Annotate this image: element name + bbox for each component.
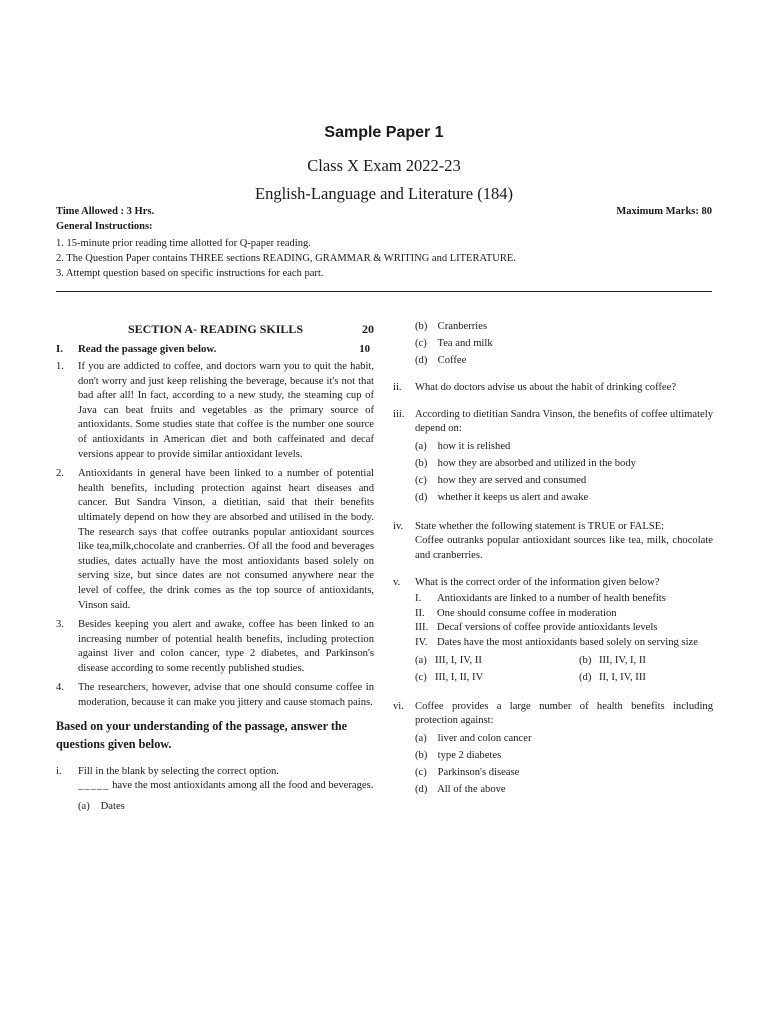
order-item-numeral: IV. <box>415 636 428 648</box>
option-label: (c) <box>415 338 427 349</box>
order-item <box>393 636 713 651</box>
question-iv <box>393 520 713 564</box>
max-marks: Maximum Marks: 80 <box>616 206 712 217</box>
order-item-text: One should consume coffee in moderation <box>437 607 617 619</box>
option-text: how they are served and consumed <box>437 474 587 486</box>
option-label: (c) <box>415 671 427 683</box>
option-row <box>393 654 713 671</box>
order-item-text: Antioxidants are linked to a number of health benefits <box>437 593 666 605</box>
paragraph-number: 2. <box>56 468 64 480</box>
option-text: II, I, IV, III <box>599 671 646 683</box>
order-item <box>393 592 713 607</box>
question-i <box>56 765 374 794</box>
question-iv-statement: Coffee outranks popular antioxidant sources like tea, milk, chocolate and cranberries. <box>415 535 713 561</box>
passage-paragraph <box>56 360 374 462</box>
paragraph-number: 4. <box>56 682 64 694</box>
meta-row <box>56 206 712 217</box>
instruction-1: 1. 15-minute prior reading time allotted for Q-paper reading. <box>56 238 311 249</box>
question-vi-text: Coffee provides a large number of health benefits including protection against: <box>415 700 713 727</box>
option-text: III, I, IV, II <box>435 654 482 666</box>
option-a <box>415 654 482 669</box>
option-text: III, I, II, IV <box>435 671 484 683</box>
question-ii-text: What do doctors advise us about the habit of drinking coffee? <box>415 382 677 393</box>
option-label: (d) <box>415 355 428 366</box>
option-d <box>579 671 646 686</box>
class-exam-title: Class X Exam 2022-23 <box>307 156 461 175</box>
option-label: (b) <box>415 321 428 332</box>
question-i-text: Fill in the blank by selecting the correct option. <box>78 765 279 777</box>
option-label: (a) <box>415 732 427 744</box>
option-b <box>579 654 646 669</box>
option-c <box>393 474 713 491</box>
option-text: whether it keeps us alert and awake <box>437 491 589 503</box>
passage-paragraph <box>56 618 374 676</box>
question-iii-text: According to dietitian Sandra Vinson, the benefits of coffee ultimately depend on: <box>415 408 713 435</box>
option-text: Coffee <box>437 355 467 366</box>
question-iv-text: State whether the following statement is TRUE or FALSE: <box>415 520 665 532</box>
general-instructions-label: General Instructions: <box>56 221 153 232</box>
option-text: All of the above <box>437 783 506 795</box>
paragraph-text: Antioxidants in general have been linked to a number of potential health benefits, including protection against heart diseases and cancer. But Sandra Vinson, a dietitian, said that their benefits ultimately depend on how they are absorbed and utilised in the body. The research says that coffee outranks popular antioxidant sources like tea,milk,chocolate and cranberries. Of all the food and beverages studies, dates actually have the most antioxidants based solely on serving size, but since dates are not consumed anywhere near the level of coffee, the drink comes as the top source of antioxidants, Vinson said. <box>78 468 374 611</box>
option-label: (c) <box>415 766 427 778</box>
time-allowed: Time Allowed : 3 Hrs. <box>56 206 155 217</box>
option-label: (c) <box>415 474 427 486</box>
option-c <box>393 337 713 354</box>
option-a <box>393 732 713 749</box>
paragraph-text: The researchers, however, advise that one should consume coffee in moderation, because it can make you jittery and cause stomach pains. <box>78 682 374 709</box>
option-label: (a) <box>78 800 90 812</box>
question-v-text: What is the correct order of the information given below? <box>415 576 660 588</box>
question-number: I. <box>56 343 63 355</box>
question-marks: 10 <box>359 343 370 355</box>
order-item-text: Decaf versions of coffee provide antioxidants levels <box>437 622 658 634</box>
order-item <box>393 607 713 622</box>
header-divider <box>56 291 712 292</box>
question-ii <box>393 381 713 396</box>
option-a <box>393 440 713 457</box>
order-item-text: Dates have the most antioxidants based solely on serving size <box>437 636 698 648</box>
question-v-number: v. <box>393 576 401 588</box>
section-title: SECTION A- READING SKILLS <box>128 322 304 336</box>
order-item-numeral: III. <box>415 622 429 634</box>
option-d <box>393 491 713 508</box>
option-text: how they are absorbed and utilized in the body <box>437 457 636 469</box>
question-i-number: i. <box>56 765 62 777</box>
paragraph-text: If you are addicted to coffee, and doctors warn you to quit the habit, don't worry and just keep relishing the beverage, because it's not that bad after all! In fact, according to a new study, the steaming cup of Java can beat fruits and vegetables as the primary source of antioxidants. Some studies state that coffee is the number one source of antioxidants in American diet and both caffeinated and decaf versions appear to provide similar antioxidant levels. <box>78 361 374 460</box>
option-row <box>393 671 713 688</box>
paragraph-number: 3. <box>56 619 64 631</box>
option-label: (d) <box>415 783 428 795</box>
option-d <box>393 783 713 800</box>
option-a <box>56 800 374 817</box>
option-text: III, IV, I, II <box>599 654 646 666</box>
option-text: Parkinson's disease <box>437 766 520 778</box>
sample-paper-title: Sample Paper 1 <box>324 124 444 141</box>
question-iii-number: iii. <box>393 408 405 420</box>
order-item-numeral: I. <box>415 593 422 605</box>
question-vi-number: vi. <box>393 700 404 712</box>
option-text: Tea and milk <box>437 338 493 349</box>
paragraph-number: 1. <box>56 361 64 372</box>
order-item-numeral: II. <box>415 607 425 619</box>
instruction-2: 2. The Question Paper contains THREE sections READING, GRAMMAR & WRITING and LITERATURE. <box>56 253 516 264</box>
option-d <box>393 354 713 371</box>
option-c <box>415 671 483 686</box>
left-column <box>56 320 374 817</box>
passage-paragraph <box>56 681 374 710</box>
option-label: (b) <box>415 457 428 469</box>
option-text: how it is relished <box>437 440 511 452</box>
question-iii <box>393 408 713 437</box>
question-iv-number: iv. <box>393 520 404 532</box>
option-c <box>393 766 713 783</box>
option-label: (b) <box>579 654 592 666</box>
instruction-based-on-passage: Based on your understanding of the passage, answer the questions given below. <box>56 718 348 751</box>
question-v <box>393 576 713 591</box>
section-marks: 20 <box>362 322 374 336</box>
option-b <box>393 457 713 474</box>
question-heading <box>56 342 374 360</box>
subject-title: English-Language and Literature (184) <box>255 184 513 203</box>
option-text: liver and colon cancer <box>437 732 532 744</box>
question-vi <box>393 700 713 729</box>
option-label: (d) <box>579 671 592 683</box>
instruction-3: 3. Attempt question based on specific instructions for each part. <box>56 268 324 279</box>
paragraph-text: Besides keeping you alert and awake, coffee has been linked to an increasing number of potential health benefits, including protection against liver and colon cancer, type 2 diabetes, and Parkinson's disease according to some recently published studies. <box>78 619 374 674</box>
option-text: type 2 diabetes <box>437 749 502 761</box>
question-ii-number: ii. <box>393 382 402 393</box>
question-instruction: Read the passage given below. <box>78 343 217 355</box>
option-label: (b) <box>415 749 428 761</box>
fill-blank: _____ <box>78 780 110 792</box>
option-text: Cranberries <box>437 321 488 332</box>
section-heading <box>56 320 374 342</box>
option-label: (a) <box>415 440 427 452</box>
right-column <box>393 320 713 800</box>
passage-paragraph <box>56 467 374 613</box>
option-b <box>393 320 713 337</box>
question-i-text-cont: have the most antioxidants among all the food and beverages. <box>109 780 374 792</box>
option-label: (d) <box>415 491 428 503</box>
option-label: (a) <box>415 654 427 666</box>
option-b <box>393 749 713 766</box>
option-text: Dates <box>100 800 125 812</box>
order-item <box>393 621 713 636</box>
